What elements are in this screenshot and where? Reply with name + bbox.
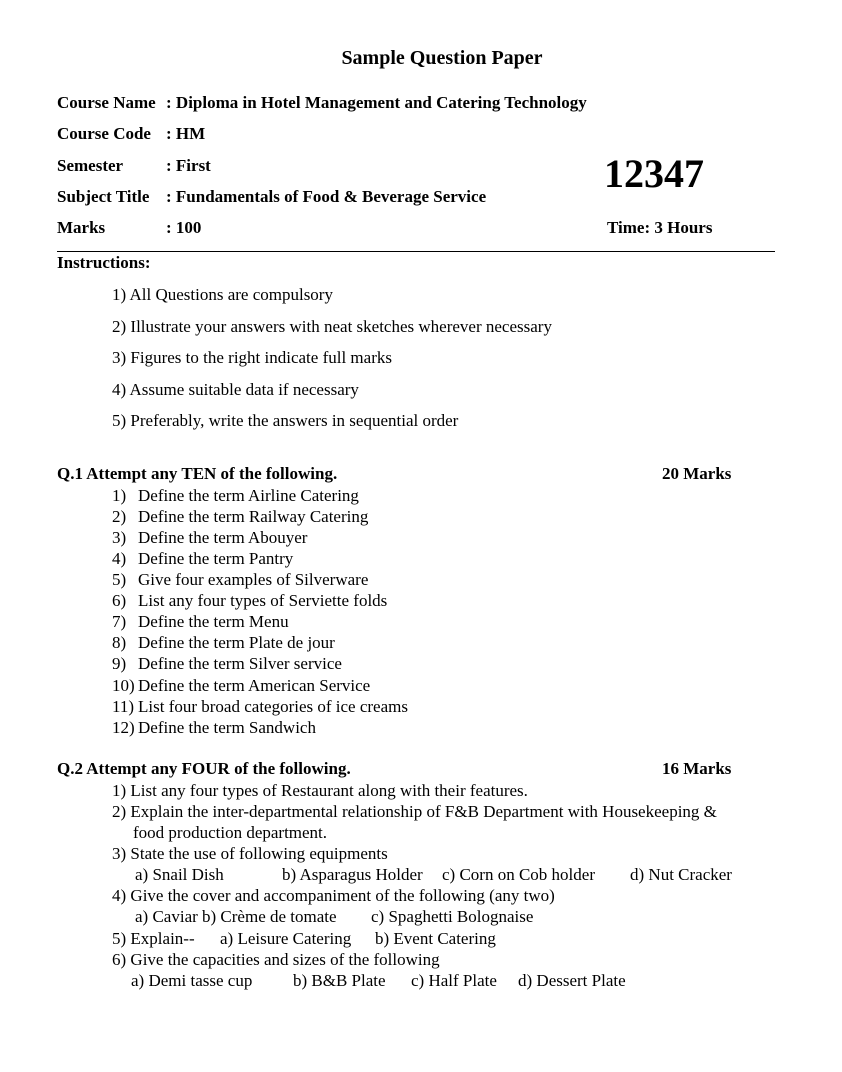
q1-item-number: 1) — [112, 486, 127, 505]
q1-item-number: 12) — [112, 718, 135, 737]
instruction-item: 2) Illustrate your answers with neat sketches wherever necessary — [112, 317, 552, 336]
q1-item-text: List any four types of Serviette folds — [138, 591, 388, 610]
q1-item — [112, 486, 359, 506]
q2-item: 3) State the use of following equipments — [112, 844, 388, 863]
q2-subitem: c) Corn on Cob holder — [442, 865, 595, 884]
q2-subitem: b) Event Catering — [375, 929, 496, 948]
course-name-label: Course Name — [57, 93, 156, 112]
semester-value: : First — [166, 156, 211, 175]
q2-subitem: b) Asparagus Holder — [282, 865, 423, 884]
q2-item: 5) Explain-- — [112, 929, 195, 948]
q2-subitem: d) Nut Cracker — [630, 865, 732, 884]
instruction-item: 5) Preferably, write the answers in sequential order — [112, 411, 459, 430]
q1-item-number: 2) — [112, 507, 127, 526]
q2-subitem: c) Half Plate — [411, 971, 497, 990]
q1-item-text: Define the term Airline Catering — [138, 486, 359, 505]
q2-subitem: b) B&B Plate — [293, 971, 386, 990]
q1-item-text: Give four examples of Silverware — [138, 570, 369, 589]
q2-marks: 16 Marks — [662, 759, 732, 778]
subject-title-value: : Fundamentals of Food & Beverage Service — [166, 187, 487, 206]
q1-item-text: Define the term Pantry — [138, 549, 294, 568]
q1-item — [112, 612, 289, 632]
instructions-heading: Instructions: — [57, 253, 151, 272]
header-divider — [57, 251, 775, 252]
q2-item: 4) Give the cover and accompaniment of the following (any two) — [112, 886, 555, 905]
q1-item — [112, 570, 368, 590]
q1-item-text: Define the term Silver service — [138, 654, 342, 673]
q1-item-text: Define the term Menu — [138, 612, 289, 631]
course-code-label: Course Code — [57, 124, 151, 143]
q1-item-number: 5) — [112, 570, 127, 589]
q2-subitem: a) Demi tasse cup — [131, 971, 253, 990]
q1-item — [112, 676, 370, 696]
q2-item-continuation: food production department. — [133, 823, 328, 842]
paper-title: Sample Question Paper — [341, 47, 543, 69]
instruction-item: 4) Assume suitable data if necessary — [112, 380, 359, 399]
q2-item: 1) List any four types of Restaurant along with their features. — [112, 781, 528, 800]
q1-item-text: List four broad categories of ice creams — [138, 697, 408, 716]
q2-subitem: c) Spaghetti Bolognaise — [371, 907, 534, 926]
q1-item-number: 11) — [112, 697, 135, 716]
q2-subitem: a) Caviar b) Crème de tomate — [135, 907, 337, 926]
q1-item — [112, 697, 408, 717]
q2-item: 6) Give the capacities and sizes of the following — [112, 950, 440, 969]
q2-item: 2) Explain the inter-departmental relationship of F&B Department with Housekeeping & — [112, 802, 717, 821]
q1-item-number: 8) — [112, 633, 127, 652]
q1-item-number: 7) — [112, 612, 127, 631]
paper-code-number: 12347 — [604, 151, 704, 196]
q1-item-number: 10) — [112, 676, 135, 695]
q1-item — [112, 718, 316, 738]
instruction-item: 3) Figures to the right indicate full marks — [112, 348, 392, 367]
q1-heading: Q.1 Attempt any TEN of the following. — [57, 464, 338, 483]
q1-item-text: Define the term Sandwich — [138, 718, 316, 737]
time-duration: Time: 3 Hours — [607, 218, 713, 237]
q1-item — [112, 507, 368, 527]
q1-item-text: Define the term Railway Catering — [138, 507, 369, 526]
course-name-value: : Diploma in Hotel Management and Catering Technology — [166, 93, 587, 112]
q1-item — [112, 549, 293, 569]
marks-value: : 100 — [166, 218, 202, 237]
semester-label: Semester — [57, 156, 124, 175]
q1-item-text: Define the term Abouyer — [138, 528, 308, 547]
q1-item — [112, 528, 307, 548]
course-code-value: : HM — [166, 124, 206, 143]
q1-item-text: Define the term Plate de jour — [138, 633, 335, 652]
marks-label: Marks — [57, 218, 106, 237]
q1-item — [112, 654, 342, 674]
q1-item — [112, 633, 335, 653]
instruction-item: 1) All Questions are compulsory — [112, 285, 333, 304]
q1-item-number: 4) — [112, 549, 127, 568]
q1-item-number: 6) — [112, 591, 127, 610]
q1-item-text: Define the term American Service — [138, 676, 371, 695]
q1-item-number: 3) — [112, 528, 127, 547]
q1-marks: 20 Marks — [662, 464, 732, 483]
q1-item-number: 9) — [112, 654, 127, 673]
subject-title-label: Subject Title — [57, 187, 150, 206]
q2-heading: Q.2 Attempt any FOUR of the following. — [57, 759, 351, 778]
q1-item — [112, 591, 387, 611]
q2-subitem: a) Leisure Catering — [220, 929, 352, 948]
q2-subitem: a) Snail Dish — [135, 865, 224, 884]
q2-subitem: d) Dessert Plate — [518, 971, 626, 990]
